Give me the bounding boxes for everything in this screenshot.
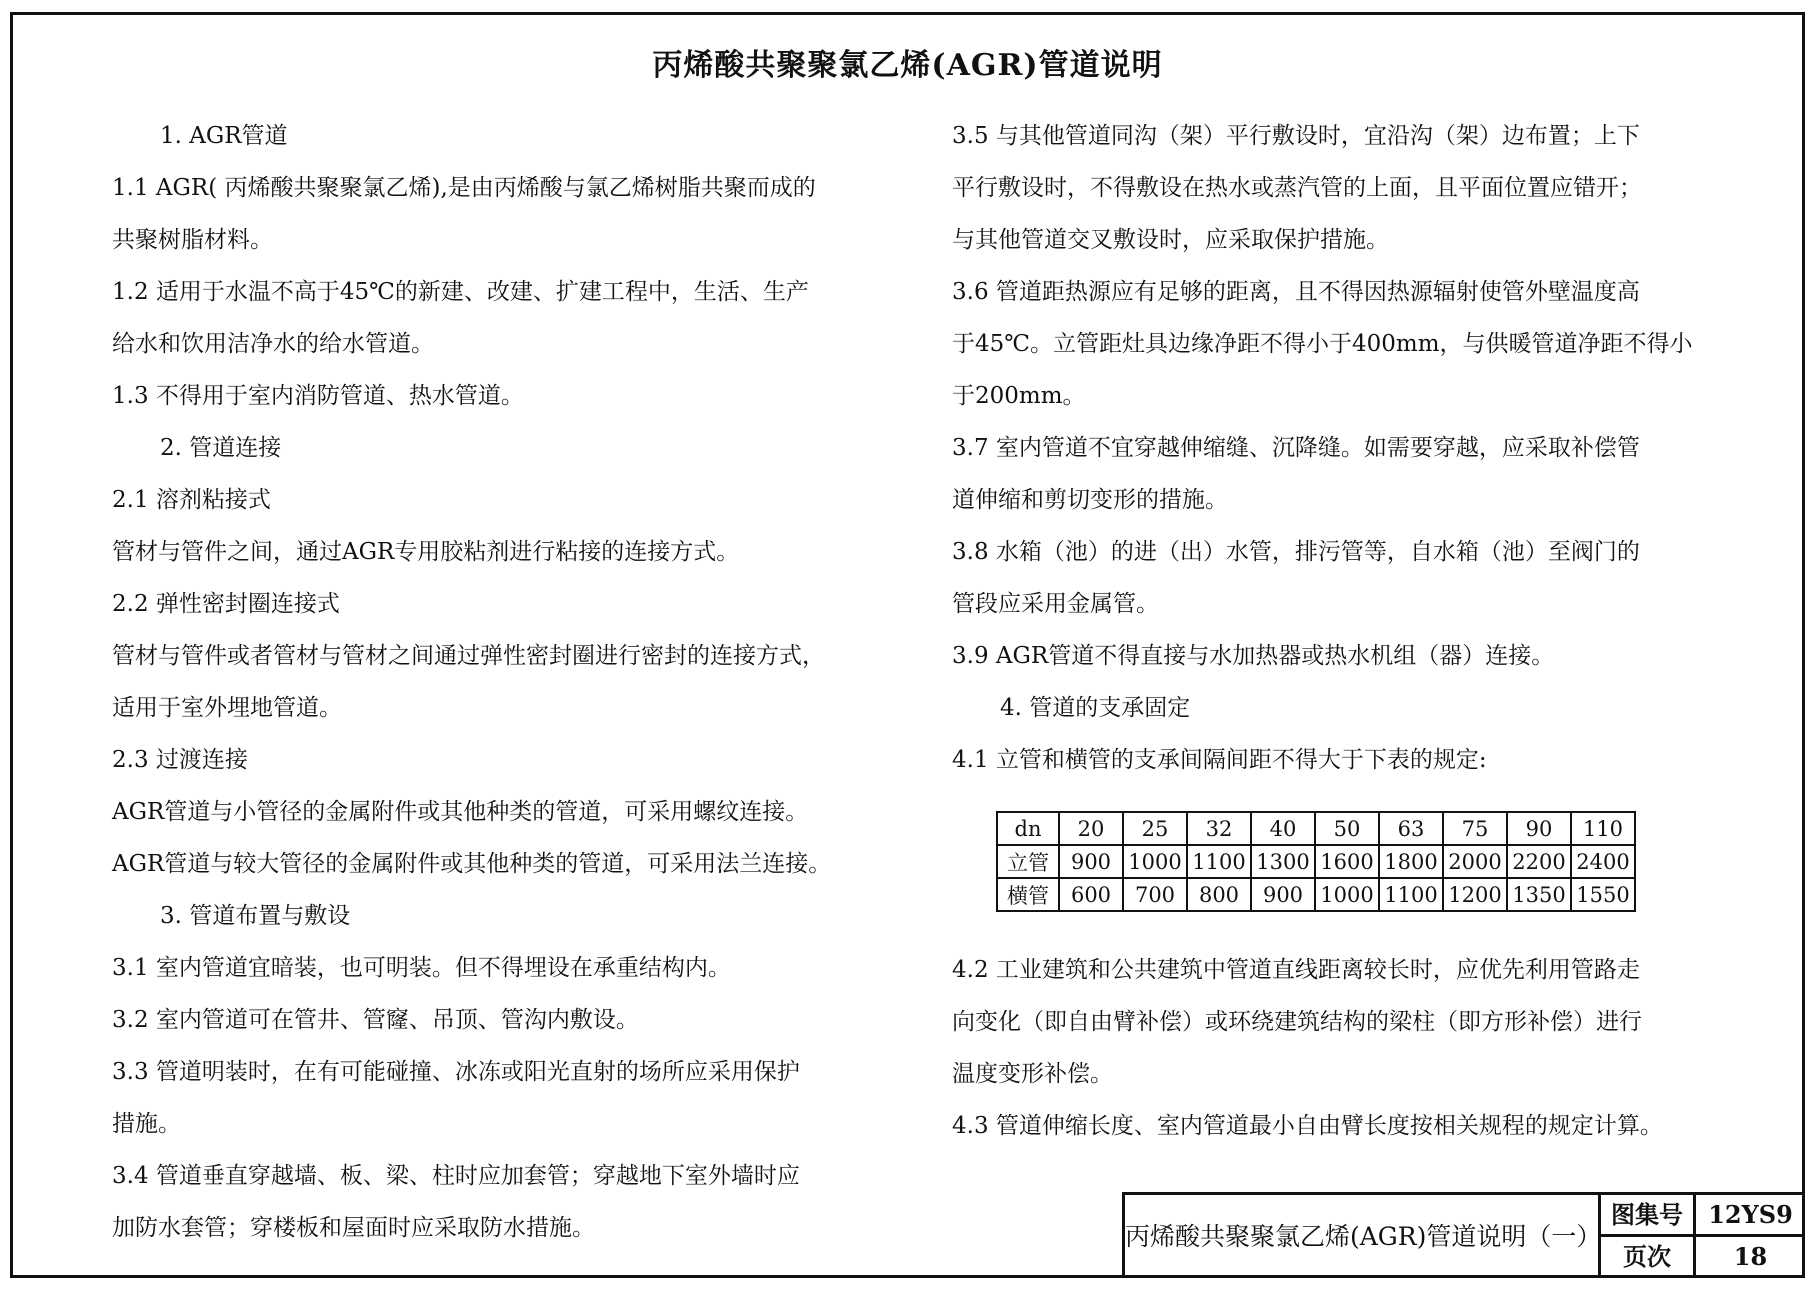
table-cell: 900 <box>1251 878 1315 911</box>
text-line: 4.3 管道伸缩长度、室内管道最小自由臂长度按相关规程的规定计算。 <box>952 1113 1663 1139</box>
table-cell: 90 <box>1507 812 1571 845</box>
text-line: 管段应采用金属管。 <box>952 591 1159 617</box>
table-cell: 75 <box>1443 812 1507 845</box>
table-row-header: dn <box>997 812 1059 845</box>
left-column <box>112 110 912 1254</box>
text-line: 3.2 室内管道可在管井、管窿、吊顶、管沟内敷设。 <box>112 1007 639 1033</box>
table-cell: 1550 <box>1571 878 1635 911</box>
text-line: 3.5 与其他管道同沟（架）平行敷设时，宜沿沟（架）边布置；上下 <box>952 123 1640 149</box>
table-cell: 32 <box>1187 812 1251 845</box>
text-line: 3.9 AGR管道不得直接与水加热器或热水机组（器）连接。 <box>952 643 1555 669</box>
text-line: 加防水套管；穿楼板和屋面时应采取防水措施。 <box>112 1215 595 1241</box>
table-cell: 700 <box>1123 878 1187 911</box>
atlas-number-label: 图集号 <box>1601 1195 1696 1237</box>
table-cell: 1000 <box>1123 845 1187 878</box>
table-cell: 50 <box>1315 812 1379 845</box>
table-cell: 20 <box>1059 812 1123 845</box>
atlas-number-value: 12YS9 <box>1696 1195 1805 1237</box>
table-cell: 2400 <box>1571 845 1635 878</box>
section-heading: 4. 管道的支承固定 <box>1000 695 1191 721</box>
text-line: 4.1 立管和横管的支承间隔间距不得大于下表的规定: <box>952 747 1487 773</box>
text-line: 于45℃。立管距灶具边缘净距不得小于400mm，与供暖管道净距不得小 <box>952 331 1693 357</box>
table-cell: 2200 <box>1507 845 1571 878</box>
title-block-name: 丙烯酸共聚聚氯乙烯(AGR)管道说明（一） <box>1125 1195 1601 1278</box>
text-line: 3.6 管道距热源应有足够的距离，且不得因热源辐射使管外壁温度高 <box>952 279 1640 305</box>
text-line: 给水和饮用洁净水的给水管道。 <box>112 331 434 357</box>
text-line: 3.7 室内管道不宜穿越伸缩缝、沉降缝。如需要穿越，应采取补偿管 <box>952 435 1640 461</box>
table-cell: 110 <box>1571 812 1635 845</box>
table-row <box>997 878 1635 911</box>
text-line: 2.3 过渡连接 <box>112 747 248 773</box>
table-cell: 1300 <box>1251 845 1315 878</box>
text-line: AGR管道与较大管径的金属附件或其他种类的管道，可采用法兰连接。 <box>112 851 832 877</box>
text-line: 3.8 水箱（池）的进（出）水管，排污管等，自水箱（池）至阀门的 <box>952 539 1640 565</box>
table-cell: 1350 <box>1507 878 1571 911</box>
table-row <box>997 812 1635 845</box>
table-row <box>997 845 1635 878</box>
page-number-label: 页次 <box>1601 1237 1696 1278</box>
section-heading: 3. 管道布置与敷设 <box>160 903 351 929</box>
text-line: 管材与管件之间，通过AGR专用胶粘剂进行粘接的连接方式。 <box>112 539 740 565</box>
table-cell: 1000 <box>1315 878 1379 911</box>
table-row-header: 立管 <box>997 845 1059 878</box>
text-line: 与其他管道交叉敷设时，应采取保护措施。 <box>952 227 1389 253</box>
text-line: 2.2 弹性密封圈连接式 <box>112 591 340 617</box>
page-number-value: 18 <box>1733 1242 1768 1271</box>
table-cell: 1100 <box>1187 845 1251 878</box>
right-column <box>952 110 1712 1152</box>
text-line: 2.1 溶剂粘接式 <box>112 487 271 513</box>
text-line: 温度变形补偿。 <box>952 1061 1113 1087</box>
text-line: 1.1 AGR( 丙烯酸共聚聚氯乙烯),是由丙烯酸与氯乙烯树脂共聚而成的 <box>112 175 816 201</box>
table-cell: 600 <box>1059 878 1123 911</box>
text-line: 向变化（即自由臂补偿）或环绕建筑结构的梁柱（即方形补偿）进行 <box>952 1009 1642 1035</box>
text-line: 适用于室外埋地管道。 <box>112 695 342 721</box>
table-cell: 1100 <box>1379 878 1443 911</box>
text-line: 3.1 室内管道宜暗装，也可明装。但不得埋设在承重结构内。 <box>112 955 731 981</box>
text-line: 3.3 管道明装时，在有可能碰撞、冰冻或阳光直射的场所应采用保护 <box>112 1059 800 1085</box>
text-line: 道伸缩和剪切变形的措施。 <box>952 487 1228 513</box>
text-line: 平行敷设时，不得敷设在热水或蒸汽管的上面，且平面位置应错开； <box>952 175 1642 201</box>
table-row-header: 横管 <box>997 878 1059 911</box>
text-line: 4.2 工业建筑和公共建筑中管道直线距离较长时，应优先利用管路走 <box>952 957 1640 983</box>
text-line: 管材与管件或者管材与管材之间通过弹性密封圈进行密封的连接方式， <box>112 643 825 669</box>
table-cell: 900 <box>1059 845 1123 878</box>
text-line: 3.4 管道垂直穿越墙、板、梁、柱时应加套管；穿越地下室外墙时应 <box>112 1163 800 1189</box>
text-line: 共聚树脂材料。 <box>112 227 273 253</box>
table-cell: 40 <box>1251 812 1315 845</box>
section-heading: 1. AGR管道 <box>160 123 288 149</box>
text-line: 于200mm。 <box>952 383 1086 409</box>
table-cell: 800 <box>1187 878 1251 911</box>
table-cell: 63 <box>1379 812 1443 845</box>
table-cell: 1800 <box>1379 845 1443 878</box>
section-heading: 2. 管道连接 <box>160 435 282 461</box>
title-block <box>1122 1192 1805 1278</box>
text-line: 1.3 不得用于室内消防管道、热水管道。 <box>112 383 524 409</box>
text-line: 措施。 <box>112 1111 181 1137</box>
table-cell: 25 <box>1123 812 1187 845</box>
table-cell: 2000 <box>1443 845 1507 878</box>
support-spacing-table <box>996 811 1636 912</box>
table-cell: 1600 <box>1315 845 1379 878</box>
page-title: 丙烯酸共聚聚氯乙烯(AGR)管道说明 <box>652 48 1163 83</box>
text-line: AGR管道与小管径的金属附件或其他种类的管道，可采用螺纹连接。 <box>112 799 809 825</box>
text-line: 1.2 适用于水温不高于45℃的新建、改建、扩建工程中，生活、生产 <box>112 279 809 305</box>
table-cell: 1200 <box>1443 878 1507 911</box>
